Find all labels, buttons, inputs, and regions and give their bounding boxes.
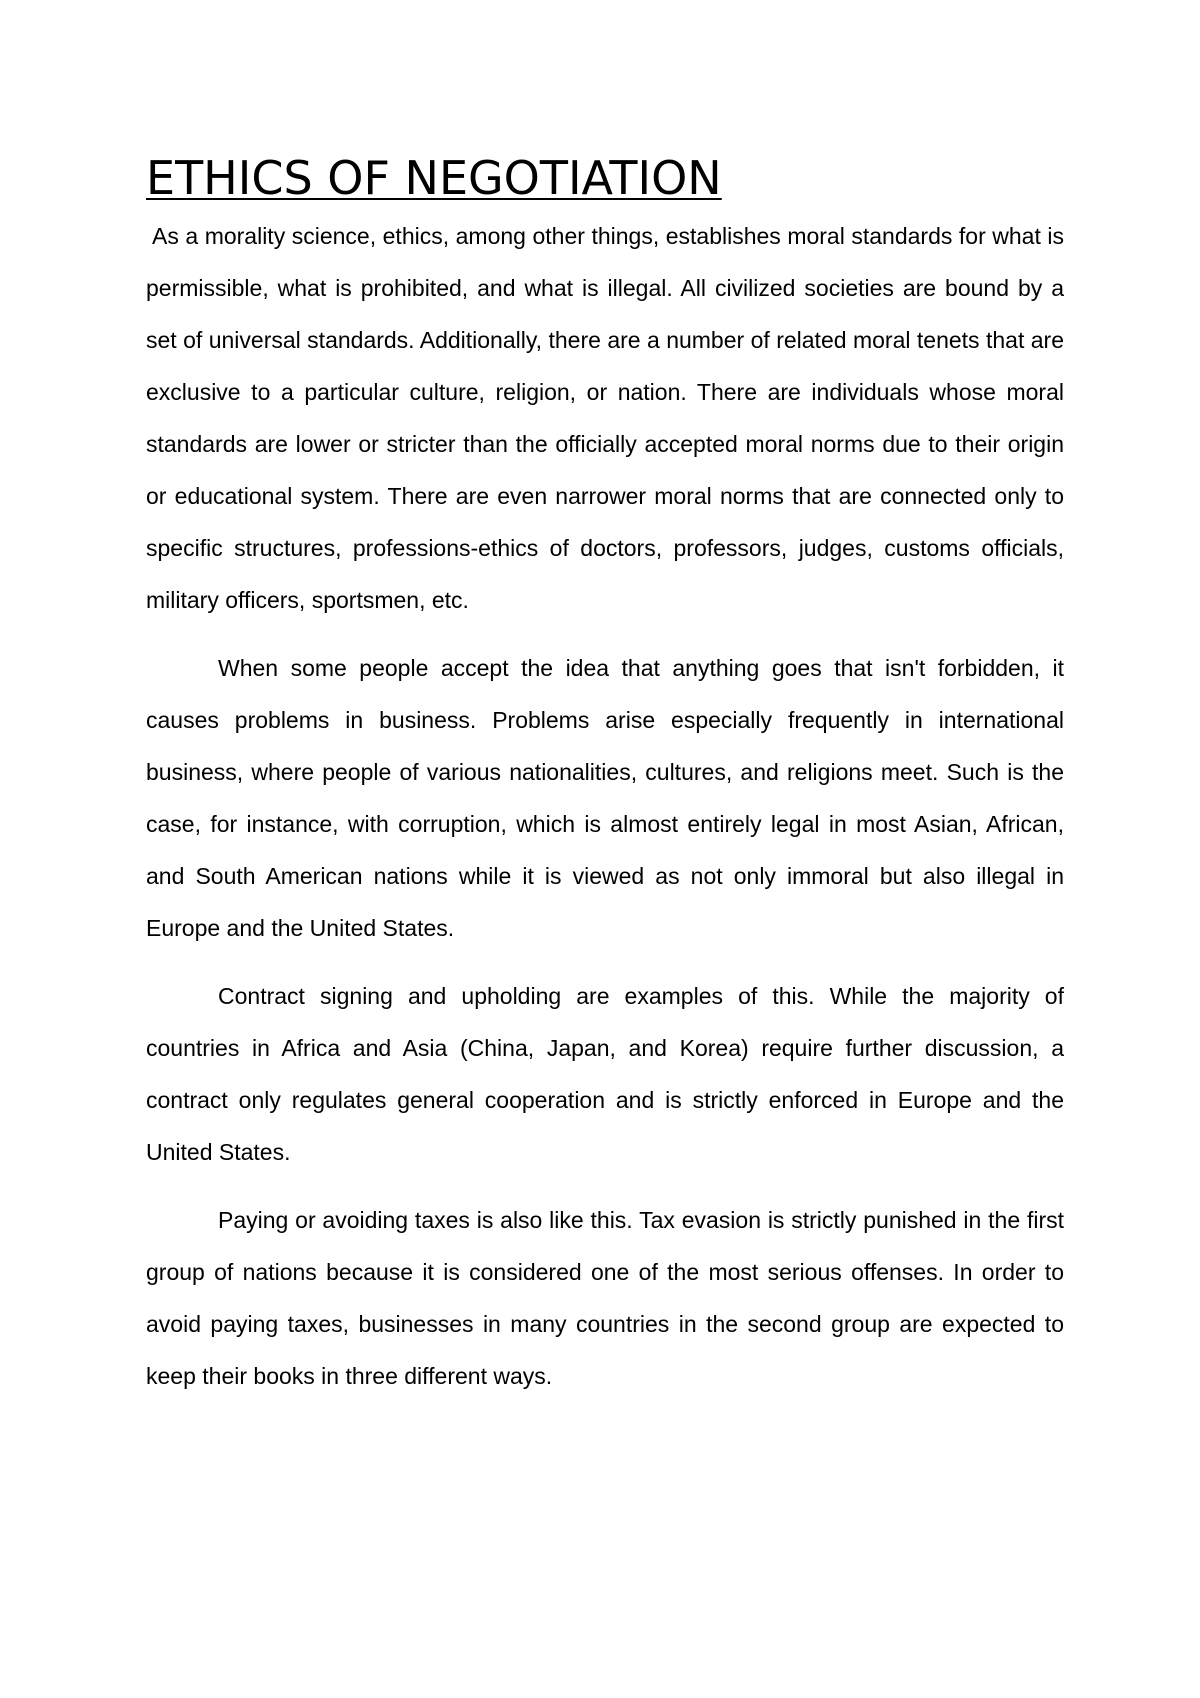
paragraph-4: Paying or avoiding taxes is also like this. Tax evasion is strictly punished in the first group of nations because it is considered one of the most serious offenses. In order to avoid paying taxes, businesses in many countries in the second group are expected to keep their books in three different ways.: [146, 1207, 1064, 1389]
paragraph-3: Contract signing and upholding are examples of this. While the majority of countries in Africa and Asia (China, Japan, and Korea) require further discussion, a contract only regulates general cooperation and is strictly enforced in Europe and the United States.: [146, 983, 1064, 1165]
document-title: ETHICS OF NEGOTIATION: [146, 151, 722, 205]
paragraph-1: As a morality science, ethics, among other things, establishes moral standards for what is permissible, what is prohibited, and what is illegal. All civilized societies are bound by a set of universal standards. Additionally, there are a number of related moral tenets that are exclusive to a particular culture, religion, or nation. There are individuals whose moral standards are lower or stricter than the officially accepted moral norms due to their origin or educational system. There are even narrower moral norms that are connected only to specific structures, professions-ethics of doctors, professors, judges, customs officials, military officers, sportsmen, etc.: [146, 223, 1064, 613]
paragraph-2: When some people accept the idea that anything goes that isn't forbidden, it causes problems in business. Problems arise especially frequently in international business, where people of various nationalities, cultures, and religions meet. Such is the case, for instance, with corruption, which is almost entirely legal in most Asian, African, and South American nations while it is viewed as not only immoral but also illegal in Europe and the United States.: [146, 655, 1064, 941]
document-body: [146, 210, 1064, 1402]
